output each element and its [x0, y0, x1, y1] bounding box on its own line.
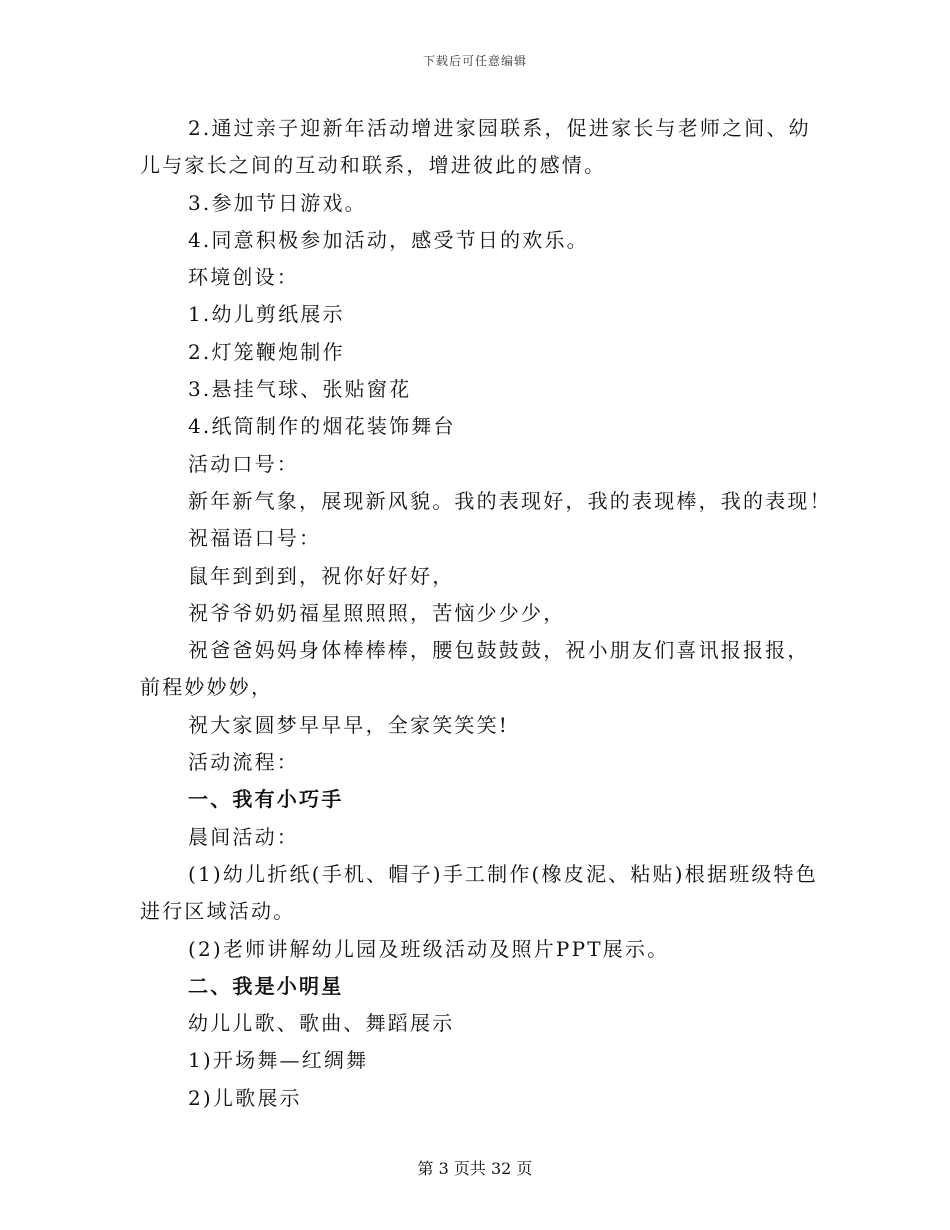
paragraph-line: 前程妙妙妙， [140, 675, 274, 700]
page-header: 下载后可任意编辑 [422, 54, 527, 68]
paragraph-line: 进行区域活动。 [140, 899, 296, 924]
paragraph-line: 4.纸筒制作的烟花装饰舞台 [188, 414, 456, 439]
paragraph-line: (1)幼儿折纸(手机、帽子)手工制作(橡皮泥、粘贴)根据班级特色 [188, 861, 818, 886]
section-heading: 二、我是小明星 [188, 973, 344, 998]
page-footer: 第 3 页共 32 页 [417, 1159, 533, 1178]
paragraph-line: 活动流程： [188, 750, 299, 775]
paragraph-line: 祝大家圆梦早早早，全家笑笑笑! [188, 712, 510, 737]
paragraph-line: 1)开场舞—红绸舞 [188, 1048, 369, 1073]
section-heading: 一、我有小巧手 [188, 787, 344, 812]
paragraph-line: 2.灯笼鞭炮制作 [188, 339, 345, 364]
paragraph-line: 幼儿儿歌、歌曲、舞蹈展示 [188, 1011, 455, 1036]
paragraph-line: 活动口号： [188, 451, 299, 476]
paragraph-line: 晨间活动： [188, 824, 299, 849]
paragraph-line: 祝爷爷奶奶福星照照照，苦恼少少少， [188, 600, 566, 625]
paragraph-line: 鼠年到到到，祝你好好好， [188, 563, 455, 588]
paragraph-line: (2)老师讲解幼儿园及班级活动及照片PPT展示。 [188, 936, 670, 961]
paragraph-line: 新年新气象，展现新风貌。我的表现好，我的表现棒，我的表现！ [188, 488, 832, 513]
paragraph-line: 祝爸爸妈妈身体棒棒棒，腰包鼓鼓鼓，祝小朋友们喜讯报报报， [188, 638, 810, 663]
paragraph-line: 祝福语口号： [188, 526, 322, 551]
paragraph-line: 2.通过亲子迎新年活动增进家园联系，促进家长与老师之间、幼 [188, 116, 811, 140]
paragraph-line: 2)儿歌展示 [188, 1085, 302, 1110]
paragraph-line: 4.同意积极参加活动，感受节日的欢乐。 [188, 227, 589, 252]
paragraph-line: 儿与家长之间的互动和联系，增进彼此的感情。 [140, 153, 607, 178]
document-body [140, 110, 832, 1117]
paragraph-line: 环境创设： [188, 265, 299, 290]
paragraph-line: 3.参加节日游戏。 [188, 190, 367, 215]
paragraph-line: 1.幼儿剪纸展示 [188, 302, 345, 327]
paragraph-line: 3.悬挂气球、张贴窗花 [188, 377, 412, 402]
